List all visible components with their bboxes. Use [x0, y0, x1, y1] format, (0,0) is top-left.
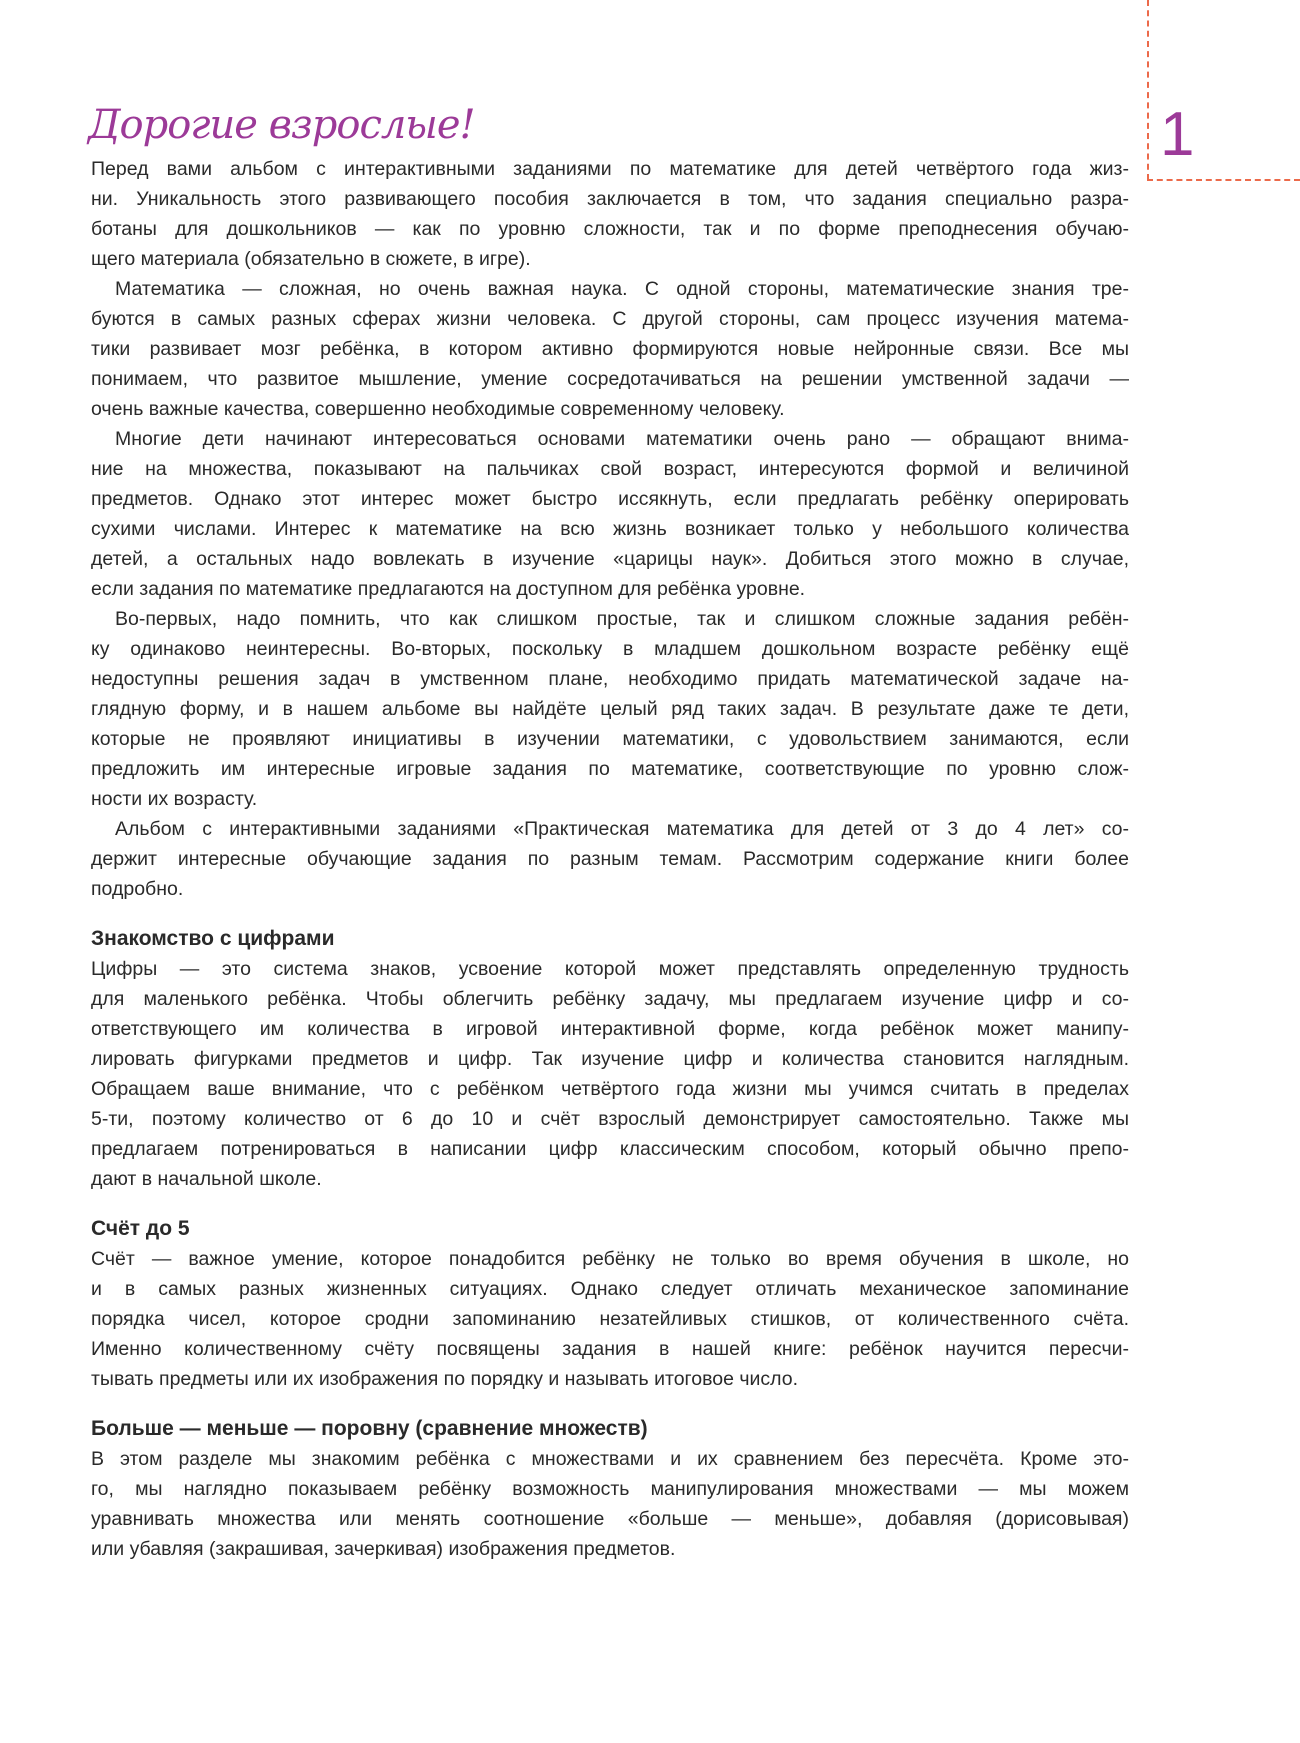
text-line: понимаем, что развитое мышление, умение сосредотачиваться на решении умственной задачи — — [91, 368, 1129, 390]
text-line: Обращаем ваше внимание, что с ребёнком четвёртого года жизни мы учимся считать в пределах — [91, 1078, 1129, 1100]
text-line: глядную форму, и в нашем альбоме вы найдёте целый ряд таких задач. В результате даже те дети, — [91, 698, 1129, 720]
text-line: если задания по математике предлагаются на доступном для ребёнка уровне. — [91, 578, 806, 600]
text-line: Цифры — это система знаков, усвоение которой может представлять определенную трудность — [91, 958, 1129, 980]
text-line: Во-первых, надо помнить, что как слишком простые, так и слишком сложные задания ребён- — [115, 608, 1129, 630]
text-line: очень важные качества, совершенно необходимые современному человеку. — [91, 398, 785, 420]
text-line: детей, а остальных надо вовлекать в изучение «царицы наук». Добиться этого можно в случае, — [91, 548, 1129, 570]
corner-dashed-line-vertical — [1147, 0, 1149, 180]
text-line: ности их возрасту. — [91, 788, 258, 810]
text-line: Счёт — важное умение, которое понадобится ребёнку не только во время обучения в школе, но — [91, 1248, 1129, 1270]
text-line: лировать фигурками предметов и цифр. Так изучение цифр и количества становится наглядным. — [91, 1048, 1129, 1070]
paragraph — [91, 1244, 1129, 1394]
text-line: держит интересные обучающие задания по разным темам. Рассмотрим содержание книги более — [91, 848, 1129, 870]
text-line: подробно. — [91, 878, 184, 900]
paragraph — [91, 604, 1129, 814]
paragraph — [91, 814, 1129, 904]
text-line: ние на множества, показывают на пальчиках свой возраст, интересуются формой и величиной — [91, 458, 1129, 480]
text-line: недоступны решения задач в умственном плане, необходимо придать математической задаче на- — [91, 668, 1129, 690]
text-line: предлагаем потренироваться в написании цифр классическим способом, который обычно препо- — [91, 1138, 1129, 1160]
text-line: ни. Уникальность этого развивающего пособия заключается в том, что задания специально разра- — [91, 188, 1129, 210]
text-line: Именно количественному счёту посвящены задания в нашей книге: ребёнок научится пересчи- — [91, 1338, 1129, 1360]
text-line: ответствующего им количества в игровой интерактивной форме, когда ребёнок может манипу- — [91, 1018, 1129, 1040]
corner-dashed-line-horizontal — [1147, 179, 1300, 181]
text-line: тывать предметы или их изображения по порядку и называть итоговое число. — [91, 1368, 798, 1390]
text-line: го, мы наглядно показываем ребёнку возможность манипулирования множествами — мы можем — [91, 1478, 1129, 1500]
text-line: ку одинаково неинтересны. Во-вторых, поскольку в младшем дошкольном возрасте ребёнку ещё — [91, 638, 1129, 660]
section-heading: Счёт до 5 — [91, 1217, 190, 1240]
text-line: которые не проявляют инициативы в изучении математики, с удовольствием занимаются, если — [91, 728, 1129, 750]
paragraph — [91, 274, 1129, 424]
page-title: Дорогие взрослые! — [88, 102, 475, 148]
text-line: или убавляя (закрашивая, зачеркивая) изображения предметов. — [91, 1538, 676, 1560]
paragraph — [91, 954, 1129, 1194]
text-line: Перед вами альбом с интерактивными заданиями по математике для детей четвёртого года жиз- — [91, 158, 1129, 180]
text-line: тики развивает мозг ребёнка, в котором активно формируются новые нейронные связи. Все мы — [91, 338, 1129, 360]
text-line: предложить им интересные игровые задания по математике, соответствующие по уровню слож- — [91, 758, 1129, 780]
text-line: Математика — сложная, но очень важная наука. С одной стороны, математические знания тре- — [115, 278, 1129, 300]
paragraph — [91, 154, 1129, 274]
page-number: 1 — [1160, 100, 1195, 169]
text-line: дают в начальной школе. — [91, 1168, 322, 1190]
paragraph — [91, 424, 1129, 604]
section-heading: Больше — меньше — поровну (сравнение множеств) — [91, 1417, 648, 1440]
text-line: порядка чисел, которое сродни запоминанию незатейливых стишков, от количественного счёта. — [91, 1308, 1129, 1330]
text-line: сухими числами. Интерес к математике на всю жизнь возникает только у небольшого количества — [91, 518, 1129, 540]
text-line: Многие дети начинают интересоваться основами математики очень рано — обращают внима- — [115, 428, 1129, 450]
paragraph — [91, 1444, 1129, 1564]
text-line: ботаны для дошкольников — как по уровню сложности, так и по форме преподнесения обучаю- — [91, 218, 1129, 240]
text-line: и в самых разных жизненных ситуациях. Однако следует отличать механическое запоминание — [91, 1278, 1129, 1300]
text-line: 5-ти, поэтому количество от 6 до 10 и счёт взрослый демонстрирует самостоятельно. Также мы — [91, 1108, 1129, 1130]
text-line: щего материала (обязательно в сюжете, в игре). — [91, 248, 531, 270]
text-line: Альбом с интерактивными заданиями «Практическая математика для детей от 3 до 4 лет» со- — [115, 818, 1129, 840]
text-line: В этом разделе мы знакомим ребёнка с множествами и их сравнением без пересчёта. Кроме это- — [91, 1448, 1129, 1470]
section-heading: Знакомство с цифрами — [91, 927, 335, 950]
body-text — [91, 154, 1129, 1564]
text-line: буются в самых разных сферах жизни человека. С другой стороны, сам процесс изучения матема- — [91, 308, 1129, 330]
text-line: уравнивать множества или менять соотношение «больше — меньше», добавляя (дорисовывая) — [91, 1508, 1129, 1530]
text-line: для маленького ребёнка. Чтобы облегчить ребёнку задачу, мы предлагаем изучение цифр и со- — [91, 988, 1129, 1010]
text-line: предметов. Однако этот интерес может быстро иссякнуть, если предлагать ребёнку оперировать — [91, 488, 1129, 510]
